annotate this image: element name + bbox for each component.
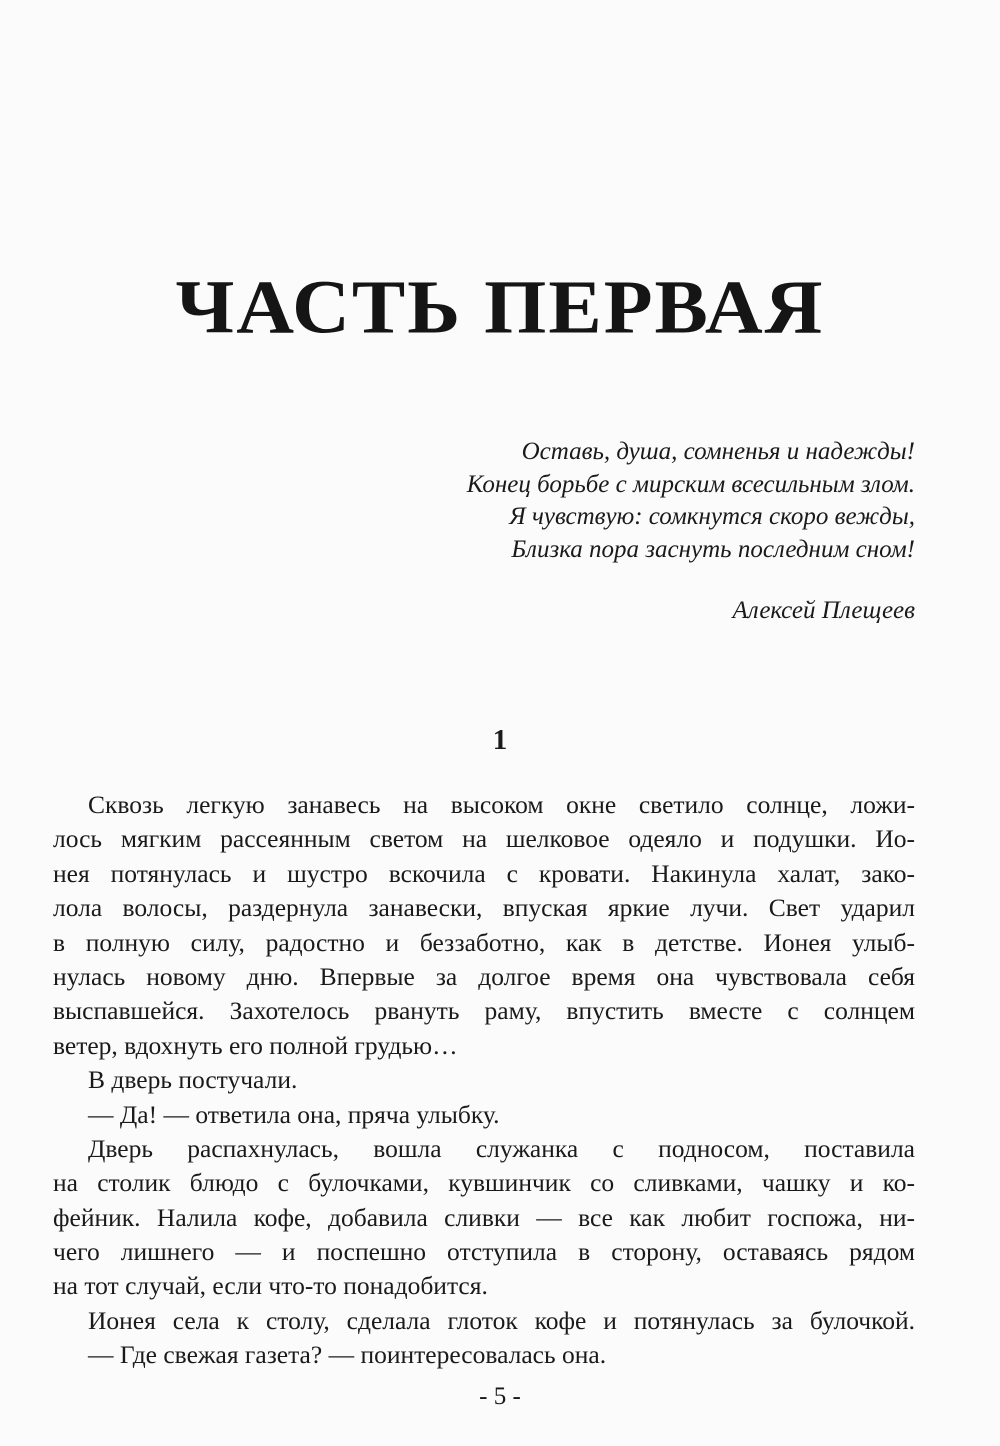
text-line: фейник. Налила кофе, добавила сливки — все как любит госпожа, ни- (53, 1202, 915, 1232)
text-line: Ионея села к столу, сделала глоток кофе и потянулась за булочкой. (88, 1305, 915, 1335)
epigraph-line: Конец борьбе с мирским всесильным злом. (466, 470, 915, 498)
text-line: на тот случай, если что-то понадобится. (53, 1271, 488, 1301)
epigraph-line: Я чувствую: сомкнутся скоро вежды, (509, 503, 915, 530)
text-line: — Где свежая газета? — поинтересовалась она. (88, 1340, 607, 1370)
text-line: чего лишнего — и поспешно отступила в сторону, оставаясь рядом (53, 1237, 915, 1267)
body-text (53, 788, 915, 1373)
chapter-number: 1 (492, 724, 508, 756)
part-title: ЧАСТЬ ПЕРВАЯ (175, 266, 825, 350)
text-line: лось мягким рассеянным светом на шелковое одеяло и подушки. Ио- (53, 824, 915, 854)
text-line: выспавшейся. Захотелось рвануть раму, впустить вместе с солнцем (53, 996, 915, 1026)
epigraph-author: Алексей Плещеев (732, 597, 915, 624)
text-line: Дверь распахнулась, вошла служанка с подносом, поставила (88, 1133, 915, 1163)
text-line: В дверь постучали. (88, 1065, 298, 1095)
text-line: лола волосы, раздернула занавески, впуская яркие лучи. Свет ударил (53, 893, 915, 923)
text-line: — Да! — ответила она, пряча улыбку. (88, 1099, 500, 1129)
epigraph-line: Близка пора заснуть последним сном! (511, 535, 915, 563)
epigraph (467, 436, 915, 625)
text-line: ветер, вдохнуть его полной грудью… (53, 1030, 458, 1060)
text-line: нея потянулась и шустро вскочила с кровати. Накинула халат, зако- (53, 858, 915, 888)
text-line: нулась новому дню. Впервые за долгое время она чувствовала себя (53, 961, 915, 991)
text-line: на столик блюдо с булочками, кувшинчик со сливками, чашку и ко- (53, 1168, 915, 1198)
text-line: в полную силу, радостно и беззаботно, как в детстве. Ионея улыб- (53, 927, 915, 957)
text-line: Сквозь легкую занавесь на высоком окне светило солнце, ложи- (88, 790, 915, 819)
epigraph-line: Оставь, душа, сомненья и надежды! (521, 438, 915, 465)
page-number: - 5 - (479, 1383, 521, 1410)
